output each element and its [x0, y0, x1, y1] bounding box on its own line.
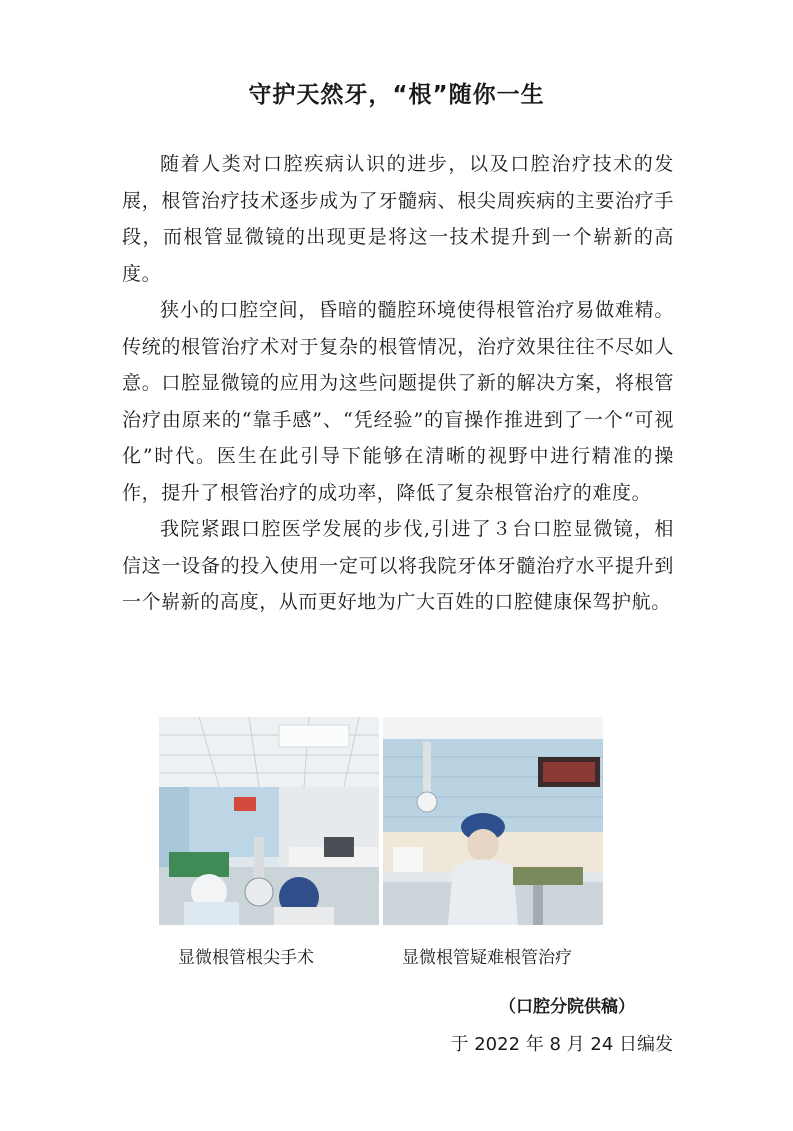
caption-surgery: 显微根管根尖手术: [178, 948, 314, 968]
article-body: [122, 146, 674, 621]
publish-date: 于 2022 年 8 月 24 日编发: [450, 1034, 673, 1055]
source-note: （口腔分院供稿）: [499, 997, 635, 1017]
article-title: 守护天然牙，“根”随你一生: [248, 82, 545, 108]
surgery-photo: [159, 717, 379, 925]
paragraph-1: 随着人类对口腔疾病认识的进步，以及口腔治疗技术的发展，根管治疗技术逐步成为了牙髓病、根尖周疾病的主要治疗手段，而根管显微镜的出现更是将这一技术提升到一个崭新的高度。: [122, 153, 674, 285]
paragraph-2: 狭小的口腔空间，昏暗的髓腔环境使得根管治疗易做难精。传统的根管治疗术对于复杂的根管情况，治疗效果往往不尽如人意。口腔显微镜的应用为这些问题提供了新的解决方案，将根管治疗由原来的“靠手感”、“凭经验”的盲操作推进到了一个“可视化”时代。医生在此引导下能够在清晰的视野中进行精准的操作，提升了根管治疗的成功率，降低了复杂根管治疗的难度。: [122, 299, 674, 504]
paragraph-3: 我院紧跟口腔医学发展的步伐,引进了３台口腔显微镜，相信这一设备的投入使用一定可以将我院牙体牙髓治疗水平提升到一个崭新的高度，从而更好地为广大百姓的口腔健康保驾护航。: [122, 518, 674, 613]
caption-treatment: 显微根管疑难根管治疗: [402, 948, 572, 968]
treatment-photo: [383, 717, 603, 925]
